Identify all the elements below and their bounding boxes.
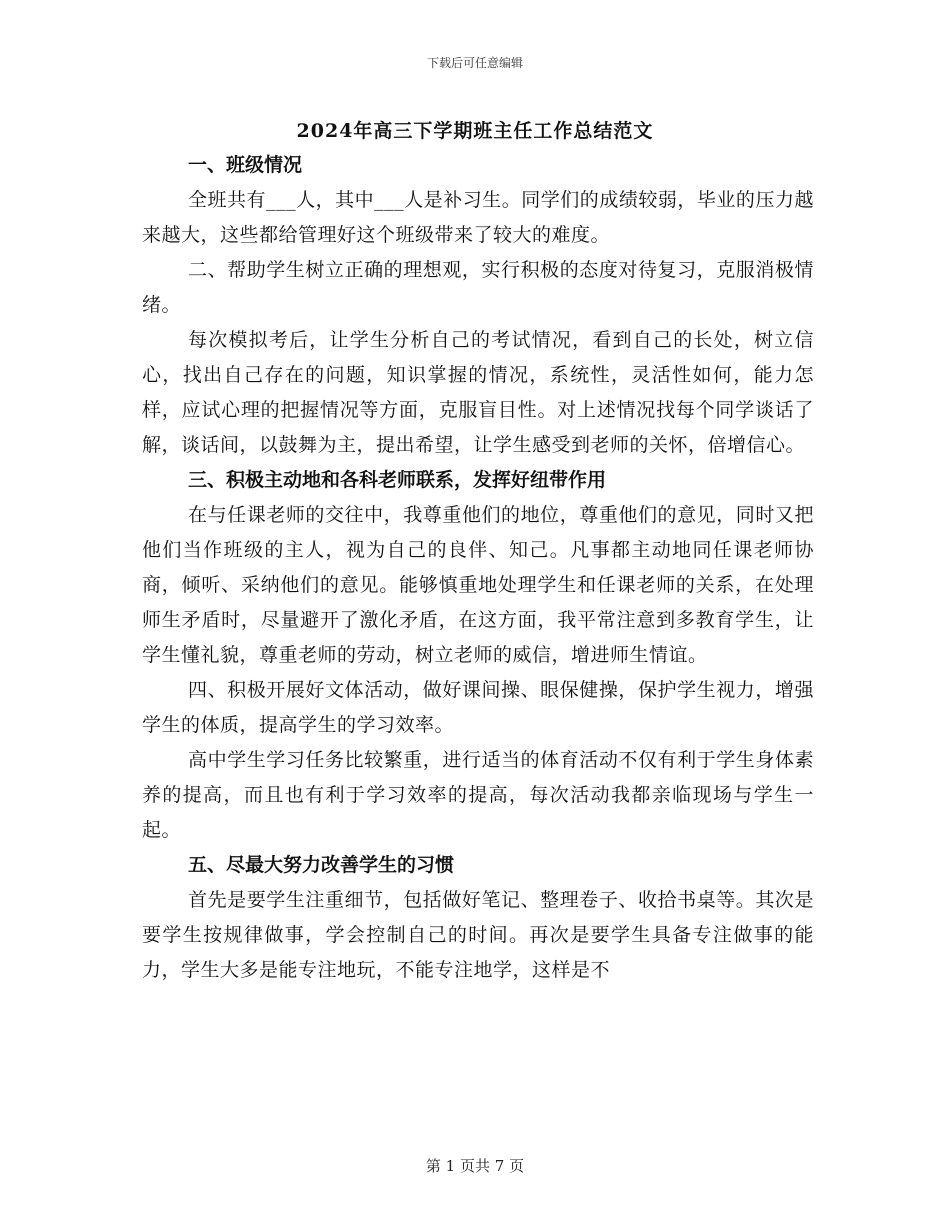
page-number: 第 1 页共 7 页 <box>425 1157 525 1175</box>
paragraph: 二、帮助学生树立正确的理想观，实行积极的态度对待复习，克服消极情绪。 <box>142 259 814 316</box>
section-heading-habits: 五、尽最大努力改善学生的习惯 <box>188 854 455 876</box>
section-heading-teacher-liaison: 三、积极主动地和各科老师联系，发挥好纽带作用 <box>188 469 607 491</box>
paragraph: 首先是要学生注重细节，包括做好笔记、整理卷子、收拾书桌等。其次是要学生按规律做事，学会控制自己的时间。再次是要学生具备专注做事的能力，学生大多是能专注地玩，不能专注地学，这样是不 <box>142 889 814 981</box>
header-note: 下载后可任意编辑 <box>426 56 523 70</box>
paragraph: 全班共有___人，其中___人是补习生。同学们的成绩较弱，毕业的压力越来越大，这些都给管理好这个班级带来了较大的难度。 <box>142 189 814 246</box>
section-heading-class-status: 一、班级情况 <box>188 154 303 176</box>
page-title: 2024年高三下学期班主任工作总结范文 <box>296 120 654 142</box>
paragraph: 高中学生学习任务比较繁重，进行适当的体育活动不仅有利于学生身体素养的提高，而且也有利于学习效率的提高，每次活动我都亲临现场与学生一起。 <box>142 749 814 841</box>
paragraph: 四、积极开展好文体活动，做好课间操、眼保健操，保护学生视力，增强学生的体质，提高学生的学习效率。 <box>142 679 814 736</box>
paragraph: 每次模拟考后，让学生分析自己的考试情况，看到自己的长处，树立信心，找出自己存在的问题，知识掌握的情况，系统性，灵活性如何，能力怎样，应试心理的把握情况等方面，克服盲目性。对上述情况找每个同学谈话了解，谈话间，以鼓舞为主，提出希望，让学生感受到老师的关怀，倍增信心。 <box>142 329 814 456</box>
document-body <box>142 148 814 988</box>
paragraph: 在与任课老师的交往中，我尊重他们的地位，尊重他们的意见，同时又把他们当作班级的主人，视为自己的良伴、知己。凡事都主动地同任课老师协商，倾听、采纳他们的意见。能够慎重地处理学生和任课老师的关系，在处理师生矛盾时，尽量避开了激化矛盾，在这方面，我平常注意到多教育学生，让学生懂礼貌，尊重老师的劳动，树立老师的威信，增进师生情谊。 <box>142 504 814 666</box>
